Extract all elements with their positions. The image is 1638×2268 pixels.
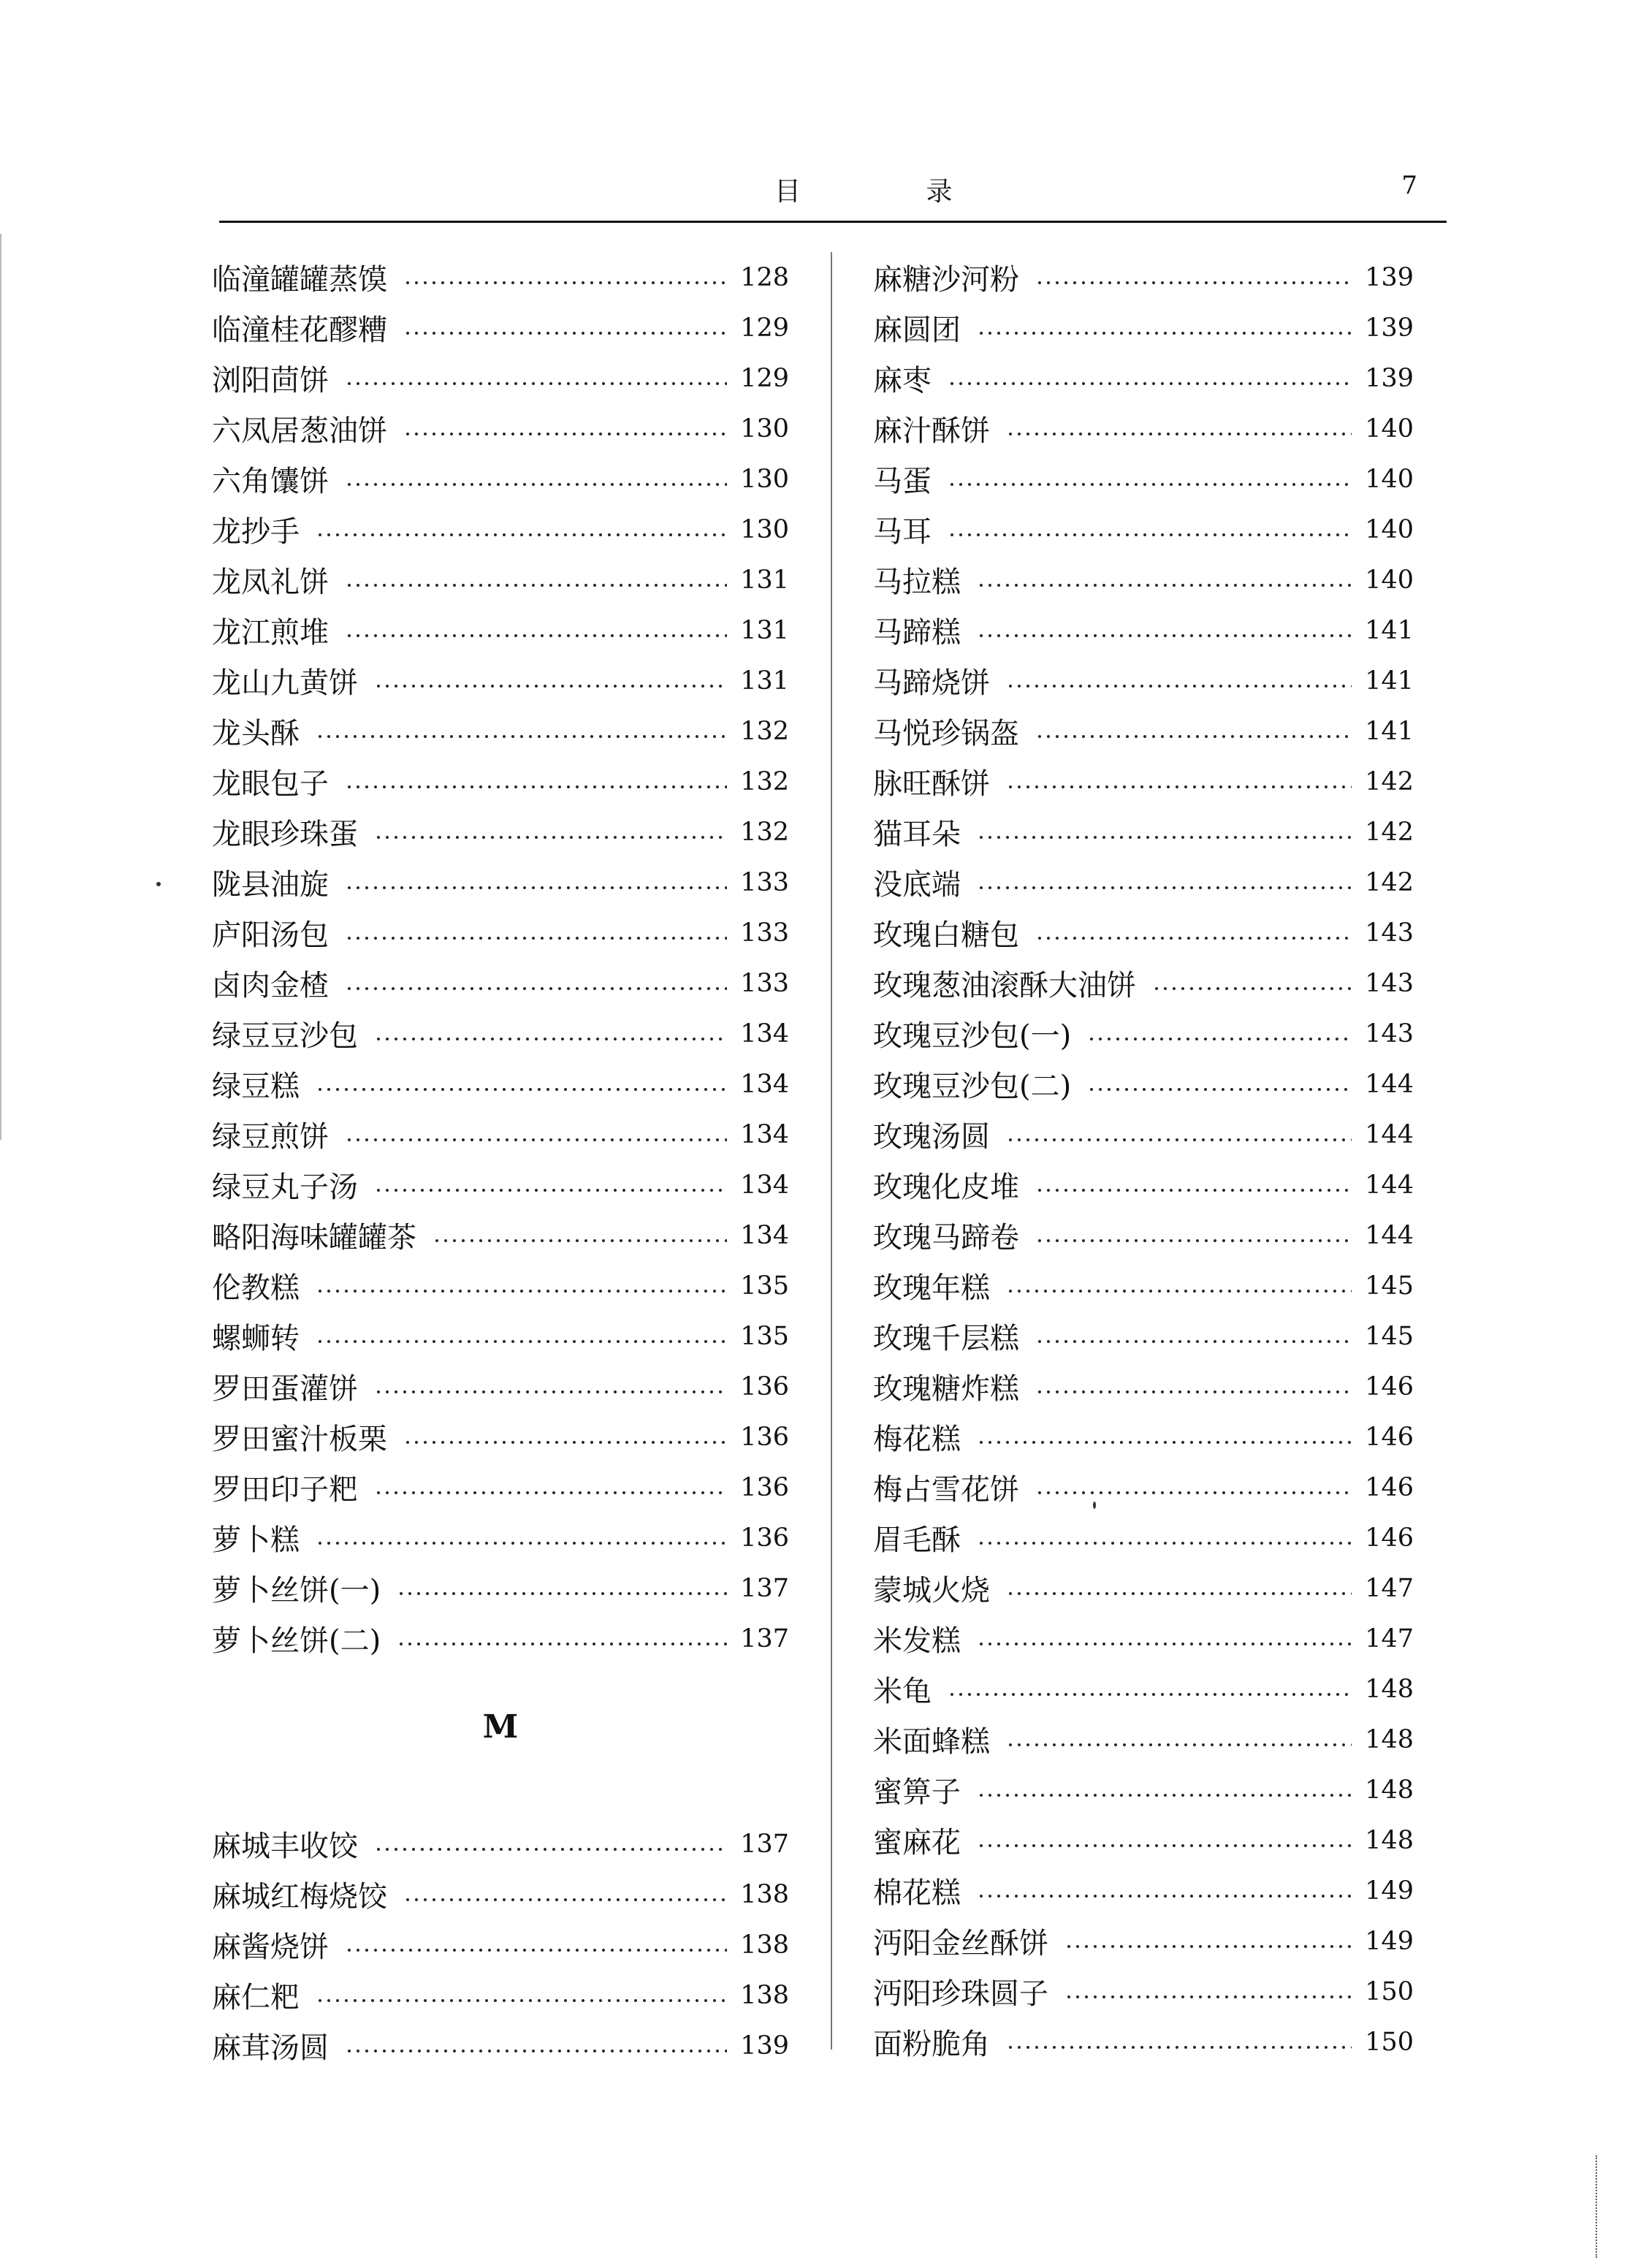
toc-entry [873,655,1414,706]
entry-title: 麻枣 [873,364,932,397]
entry-title: 玫瑰马蹄卷 [873,1221,1019,1255]
page-title: 目 录 [774,177,1011,207]
entry-page-number: 139 [1365,363,1414,393]
entry-page-number: 131 [740,565,789,595]
toc-entry [873,454,1414,504]
toc-entry [212,1563,789,1613]
entry-page-number: 142 [1365,766,1414,796]
dot-leader [1035,734,1352,739]
dot-leader [1006,432,1352,436]
dot-leader [977,1793,1352,1797]
toc-entry [873,252,1414,302]
dot-leader [345,633,727,638]
dot-leader [977,1843,1352,1848]
dot-leader [977,886,1352,890]
toc-entry [212,1512,789,1563]
toc-entry [873,1361,1414,1412]
entry-title: 龙眼珍珠蛋 [212,818,358,851]
toc-entry [212,252,789,302]
toc-entry [212,907,789,958]
entry-page-number: 138 [740,1930,789,1960]
entry-title: 麻酱烧饼 [212,1930,329,1964]
entry-title: 罗田蜜汁板栗 [212,1423,387,1456]
toc-entry [873,1109,1414,1160]
entry-page-number: 146 [1365,1371,1414,1401]
entry-page-number: 145 [1365,1321,1414,1351]
entry-title: 脉旺酥饼 [873,767,990,801]
entry-page-number: 128 [740,262,789,292]
entry-page-number: 132 [740,716,789,746]
toc-entry [212,2020,789,2071]
entry-title: 玫瑰豆沙包(二) [873,1070,1072,1103]
dot-leader [1035,1238,1352,1243]
dot-leader [1006,1138,1352,1142]
entry-title: 眉毛酥 [873,1523,961,1557]
entry-page-number: 129 [740,363,789,393]
dot-leader [403,1898,727,1902]
dot-leader [374,1037,727,1041]
entry-title: 玫瑰白糖包 [873,918,1019,952]
entry-title: 马悦珍锅盔 [873,717,1019,750]
entry-page-number: 144 [1365,1069,1414,1099]
dot-leader [948,1692,1352,1697]
dot-leader [316,1087,727,1092]
entry-page-number: 142 [1365,867,1414,897]
toc-entry [873,1160,1414,1210]
toc-entry [212,1970,789,2020]
toc-entry [873,605,1414,655]
toc-entry [873,353,1414,403]
toc-entry [873,302,1414,353]
dot-leader [345,2049,727,2053]
toc-entry [873,1714,1414,1765]
entry-title: 萝卜丝饼(二) [212,1624,381,1658]
dot-leader [977,583,1352,587]
toc-entry [873,1563,1414,1613]
entry-page-number: 147 [1365,1624,1414,1654]
entry-title: 梅占雪花饼 [873,1473,1019,1507]
entry-page-number: 141 [1365,666,1414,696]
toc-entry [212,1462,789,1512]
dot-leader [977,331,1352,335]
entry-page-number: 140 [1365,414,1414,444]
entry-page-number: 141 [1365,716,1414,746]
entry-title: 临潼罐罐蒸馍 [212,263,387,297]
toc-section-entry-list [212,1819,789,2071]
entry-page-number: 139 [740,2031,789,2060]
dot-leader [345,1948,727,1952]
entry-page-number: 147 [1365,1573,1414,1603]
toc-entry [212,756,789,807]
column-divider [831,252,832,2050]
entry-title: 麻糖沙河粉 [873,263,1019,297]
entry-title: 玫瑰糖炸糕 [873,1372,1019,1406]
entry-title: 龙江煎堆 [212,616,329,650]
toc-entry [873,555,1414,605]
entry-page-number: 134 [740,1170,789,1200]
toc-entry [873,1311,1414,1361]
dot-leader [1035,1339,1352,1344]
entry-title: 绿豆糕 [212,1070,300,1103]
dot-leader [345,1138,727,1142]
entry-page-number: 144 [1365,1119,1414,1149]
entry-title: 略阳海味罐罐茶 [212,1221,416,1255]
dot-leader [977,835,1352,840]
toc-entry [873,1260,1414,1311]
entry-page-number: 134 [740,1019,789,1049]
entry-page-number: 136 [740,1472,789,1502]
entry-title: 卤肉金楂 [212,969,329,1002]
entry-page-number: 129 [740,313,789,343]
dot-leader [345,381,727,386]
entry-page-number: 142 [1365,817,1414,847]
entry-page-number: 143 [1365,968,1414,998]
dot-leader [316,734,727,739]
dot-leader [374,684,727,688]
entry-title: 罗田印子粑 [212,1473,358,1507]
entry-title: 萝卜糕 [212,1523,300,1557]
toc-entry [873,1412,1414,1462]
toc-entry [212,302,789,353]
toc-entry [212,655,789,706]
entry-page-number: 131 [740,615,789,645]
dot-leader [403,1440,727,1445]
toc-entry [873,2017,1414,2067]
entry-title: 麻城红梅烧饺 [212,1880,387,1914]
dot-leader [316,1541,727,1545]
entry-title: 螺蛳转 [212,1322,300,1355]
scan-speck [156,882,161,886]
toc-entry [212,1869,789,1919]
toc-entry [873,1008,1414,1059]
entry-page-number: 146 [1365,1472,1414,1502]
section-heading: M [482,1708,519,1746]
dot-leader [977,1440,1352,1445]
dot-leader [316,1289,727,1293]
entry-title: 蜜箅子 [873,1776,961,1809]
entry-page-number: 134 [740,1119,789,1149]
entry-title: 麻圆团 [873,313,961,347]
dot-leader [374,1491,727,1495]
dot-leader [374,1390,727,1394]
entry-title: 龙山九黄饼 [212,666,358,700]
entry-page-number: 133 [740,968,789,998]
entry-page-number: 144 [1365,1170,1414,1200]
entry-page-number: 144 [1365,1220,1414,1250]
dot-leader [1064,1995,1352,1999]
entry-page-number: 139 [1365,262,1414,292]
entry-page-number: 137 [740,1829,789,1859]
entry-title: 没底端 [873,868,961,902]
page-number: 7 [1401,171,1417,200]
entry-page-number: 149 [1365,1876,1414,1906]
toc-entry [873,807,1414,857]
toc-entry [212,807,789,857]
entry-title: 马蹄烧饼 [873,666,990,700]
entry-title: 罗田蛋灌饼 [212,1372,358,1406]
dot-leader [1006,684,1352,688]
entry-title: 棉花糕 [873,1876,961,1910]
entry-page-number: 143 [1365,1019,1414,1049]
dot-leader [397,1591,727,1596]
toc-entry [212,1311,789,1361]
toc-entry [873,1059,1414,1109]
entry-page-number: 138 [740,1879,789,1909]
entry-title: 蜜麻花 [873,1826,961,1860]
dot-leader [374,835,727,840]
entry-page-number: 141 [1365,615,1414,645]
dot-leader [345,583,727,587]
entry-page-number: 132 [740,817,789,847]
entry-title: 六角馕饼 [212,465,329,498]
entry-page-number: 146 [1365,1422,1414,1452]
dot-leader [345,785,727,789]
dot-leader [403,331,727,335]
dot-leader [433,1238,727,1243]
entry-title: 龙眼包子 [212,767,329,801]
dot-leader [403,432,727,436]
toc-entry [873,1966,1414,2017]
entry-page-number: 145 [1365,1271,1414,1301]
page-header [219,161,1447,223]
entry-title: 伦教糕 [212,1271,300,1305]
entry-page-number: 134 [740,1220,789,1250]
entry-page-number: 140 [1365,464,1414,494]
entry-title: 浏阳茴饼 [212,364,329,397]
entry-page-number: 131 [740,666,789,696]
toc-entry [873,1613,1414,1664]
entry-page-number: 148 [1365,1775,1414,1805]
dot-leader [1006,1289,1352,1293]
toc-entry [212,1919,789,1970]
dot-leader [1035,1491,1352,1495]
toc-entry [873,1815,1414,1865]
entry-page-number: 148 [1365,1724,1414,1754]
dot-leader [403,281,727,285]
entry-title: 蒙城火烧 [873,1574,990,1607]
entry-title: 庐阳汤包 [212,918,329,952]
entry-title: 龙抄手 [212,515,300,549]
toc-entry [212,403,789,454]
toc-entry [212,1260,789,1311]
dot-leader [1035,281,1352,285]
entry-page-number: 130 [740,514,789,544]
entry-title: 麻茸汤圆 [212,2031,329,2065]
entry-title: 沔阳金丝酥饼 [873,1927,1048,1960]
entry-title: 玫瑰千层糕 [873,1322,1019,1355]
entry-page-number: 143 [1365,918,1414,948]
toc-entry [212,1008,789,1059]
toc-entry [873,756,1414,807]
entry-page-number: 133 [740,867,789,897]
entry-title: 猫耳朵 [873,818,961,851]
entry-title: 面粉脆角 [873,2028,990,2061]
toc-entry [212,1109,789,1160]
dot-leader [1064,1944,1352,1949]
dot-leader [1035,1188,1352,1192]
entry-page-number: 148 [1365,1825,1414,1855]
toc-entry [212,1160,789,1210]
entry-page-number: 135 [740,1321,789,1351]
entry-title: 马耳 [873,515,932,549]
dot-leader [397,1642,727,1646]
toc-entry [873,1865,1414,1916]
toc-entry [212,454,789,504]
entry-page-number: 138 [740,1980,789,2010]
entry-title: 马拉糕 [873,566,961,599]
entry-page-number: 150 [1365,2027,1414,2057]
toc-entry [873,504,1414,555]
dot-leader [316,1339,727,1344]
entry-title: 玫瑰汤圆 [873,1120,990,1154]
dot-leader [948,482,1352,487]
entry-title: 米发糕 [873,1624,961,1658]
dot-leader [1006,2045,1352,2050]
entry-page-number: 150 [1365,1976,1414,2006]
toc-right-column [873,252,1414,2067]
entry-title: 临潼桂花醪糟 [212,313,387,347]
entry-title: 绿豆豆沙包 [212,1019,358,1053]
scan-edge-mark [1596,2155,1599,2258]
toc-entry [873,1210,1414,1260]
dot-leader [1087,1037,1352,1041]
dot-leader [345,482,727,487]
toc-entry [873,907,1414,958]
toc-entry-list [212,252,789,1664]
entry-page-number: 136 [740,1371,789,1401]
entry-page-number: 130 [740,414,789,444]
toc-entry [873,1462,1414,1512]
entry-page-number: 132 [740,766,789,796]
dot-leader [1006,785,1352,789]
toc-entry [212,555,789,605]
dot-leader [1152,986,1352,991]
entry-page-number: 130 [740,464,789,494]
entry-title: 玫瑰化皮堆 [873,1171,1019,1204]
dot-leader [1035,936,1352,940]
toc-entry [873,706,1414,756]
toc-entry [212,1819,789,1869]
entry-title: 绿豆丸子汤 [212,1171,358,1204]
entry-page-number: 148 [1365,1674,1414,1704]
toc-entry [212,353,789,403]
entry-title: 麻城丰收饺 [212,1830,358,1863]
entry-page-number: 135 [740,1271,789,1301]
toc-entry [212,1210,789,1260]
entry-page-number: 140 [1365,565,1414,595]
entry-title: 麻仁粑 [212,1981,300,2014]
dot-leader [1087,1087,1352,1092]
entry-page-number: 134 [740,1069,789,1099]
entry-title: 米面蜂糕 [873,1725,990,1759]
entry-title: 陇县油旋 [212,868,329,902]
toc-entry [212,1059,789,1109]
scan-margin-line [0,234,1,1140]
toc-entry [212,1412,789,1462]
toc-entry [212,958,789,1008]
entry-title: 龙凤礼饼 [212,566,329,599]
entry-title: 龙头酥 [212,717,300,750]
entry-title: 玫瑰豆沙包(一) [873,1019,1072,1053]
entry-page-number: 136 [740,1422,789,1452]
toc-entry [873,1916,1414,1966]
entry-page-number: 149 [1365,1926,1414,1956]
entry-title: 马蹄糕 [873,616,961,650]
entry-page-number: 146 [1365,1523,1414,1553]
dot-leader [316,533,727,537]
entry-title: 米龟 [873,1675,932,1708]
toc-entry [873,1765,1414,1815]
toc-entry [212,857,789,907]
toc-entry [873,958,1414,1008]
entry-title: 六凤居葱油饼 [212,414,387,448]
entry-title: 绿豆煎饼 [212,1120,329,1154]
entry-page-number: 137 [740,1573,789,1603]
dot-leader [1006,1743,1352,1747]
dot-leader [977,633,1352,638]
dot-leader [374,1847,727,1852]
dot-leader [345,886,727,890]
dot-leader [948,381,1352,386]
dot-leader [374,1188,727,1192]
entry-title: 玫瑰葱油滚酥大油饼 [873,969,1136,1002]
entry-title: 马蛋 [873,465,932,498]
dot-leader [316,1998,727,2003]
dot-leader [977,1541,1352,1545]
toc-entry [873,1512,1414,1563]
entry-title: 麻汁酥饼 [873,414,990,448]
toc-entry [873,1664,1414,1714]
dot-leader [345,936,727,940]
entry-title: 梅花糕 [873,1423,961,1456]
toc-entry [212,605,789,655]
toc-entry [873,403,1414,454]
toc-entry [212,504,789,555]
toc-entry [873,857,1414,907]
dot-leader [1006,1591,1352,1596]
entry-page-number: 133 [740,918,789,948]
toc-entry [212,706,789,756]
entry-page-number: 140 [1365,514,1414,544]
entry-title: 沔阳珍珠圆子 [873,1977,1048,2011]
dot-leader [977,1642,1352,1646]
entry-page-number: 136 [740,1523,789,1553]
entry-page-number: 139 [1365,313,1414,343]
dot-leader [977,1894,1352,1898]
entry-page-number: 137 [740,1624,789,1654]
toc-entry-list [873,252,1414,2067]
dot-leader [1035,1390,1352,1394]
entry-title: 萝卜丝饼(一) [212,1574,381,1607]
toc-entry [212,1613,789,1664]
toc-entry [212,1361,789,1412]
entry-title: 玫瑰年糕 [873,1271,990,1305]
toc-left-column [212,252,789,2071]
dot-leader [345,986,727,991]
dot-leader [948,533,1352,537]
